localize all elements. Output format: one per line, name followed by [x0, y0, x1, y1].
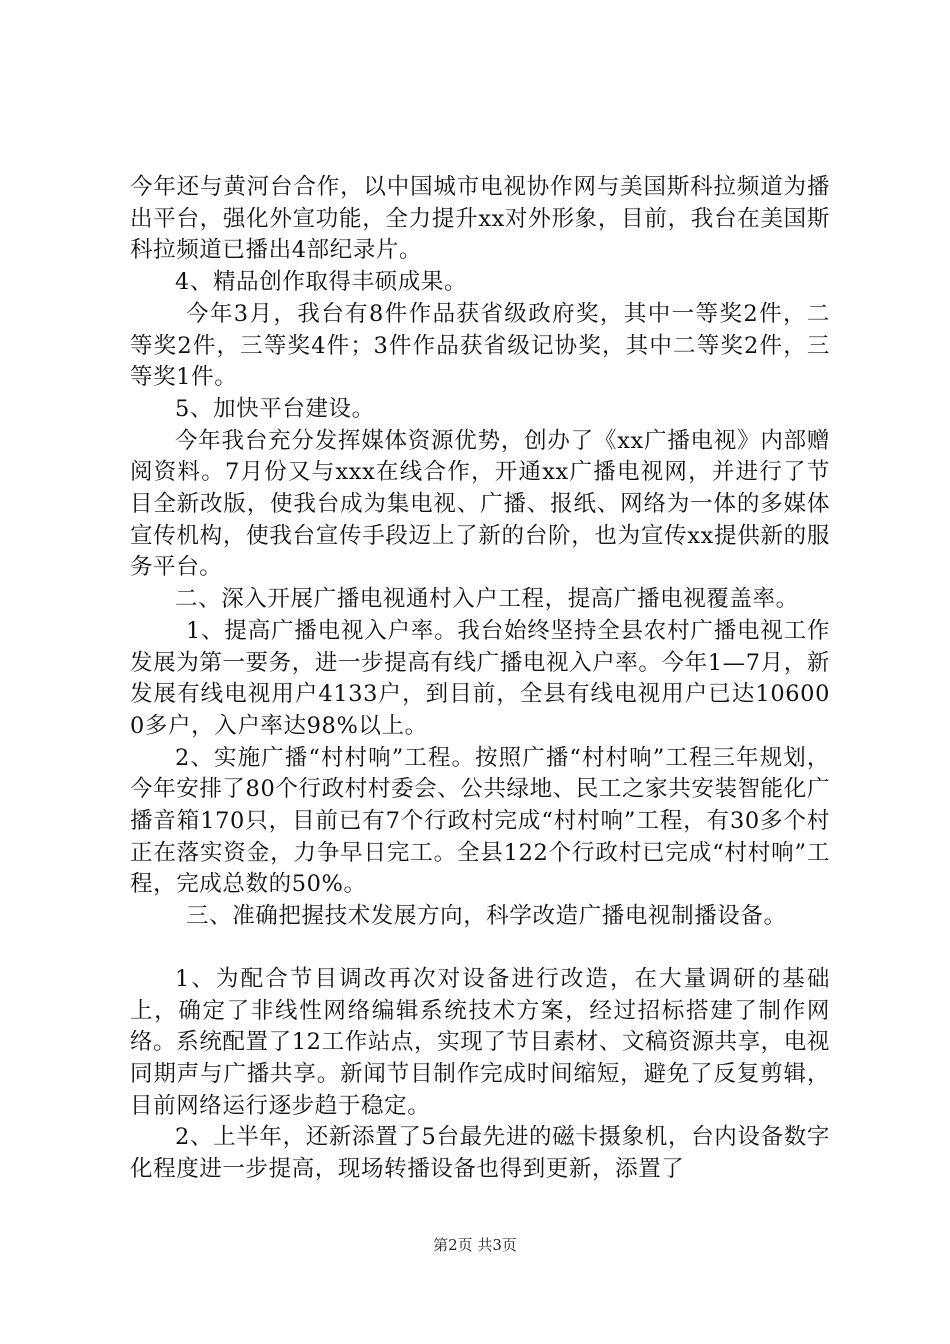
- heading-jingpin: 4、精品创作取得丰硕成果。: [175, 269, 468, 296]
- paragraph-cuncunxiang: 2、实施广播“村村响”工程。按照广播“村村响”工程三年规划，今年安排了80个行政村村委会、公共绿地、民工之家共安装智能化广播音箱170只，目前已有7个行政村完成“村村响”工程，有30多个村正在落实资金，力争早日完工。全县122个行政村已完成“村村响”工程，完成总数的50%。: [130, 744, 830, 898]
- section-heading-three: 三、准确把握技术发展方向，科学改造广播电视制播设备。: [186, 903, 787, 930]
- heading-platform: 5、加快平台建设。: [175, 395, 375, 422]
- paragraph-waixuan: 今年还与黄河台合作，以中国城市电视协作网与美国斯科拉频道为播出平台，强化外宣功能，全力提升xx对外形象，目前，我台在美国斯科拉频道已播出4部纪录片。: [130, 174, 830, 264]
- paragraph-platform: 今年我台充分发挥媒体资源优势，创办了《xx广播电视》内部赠阅资料。7月份又与xxx在线合作，开通xx广播电视网，并进行了节目全新改版，使我台成为集电视、广播、报纸、网络为一体的多媒体宣传机构，使我台宣传手段迈上了新的台阶，也为宣传xx提供新的服务平台。: [130, 427, 830, 581]
- paragraph-awards: 今年3月，我台有8件作品获省级政府奖，其中一等奖2件，二等奖2件，三等奖4件；3件作品获省级记协奖，其中二等奖2件，三等奖1件。: [130, 300, 830, 391]
- paragraph-network-editing: 1、为配合节目调改再次对设备进行改造，在大量调研的基础上，确定了非线性网络编辑系统技术方案，经过招标搭建了制作网络。系统配置了12工作站点，实现了节目素材、文稿资源共享，电视同期声与广播共享。新闻节目制作完成时间缩短，避免了反复剪辑，目前网络运行逐步趋于稳定。: [130, 965, 830, 1119]
- document-body: [130, 172, 830, 1186]
- section-heading-two: 二、深入开展广播电视通村入户工程，提高广播电视覆盖率。: [175, 586, 799, 613]
- paragraph-equipment: 2、上半年，还新添置了5台最先进的磁卡摄象机，台内设备数字化程度进一步提高，现场转播设备也得到更新，添置了: [130, 1124, 830, 1183]
- page-number-footer: 第2页 共3页: [433, 1236, 517, 1254]
- paragraph-household-rate: 1、提高广播电视入户率。我台始终坚持全县农村广播电视工作发展为第一要务，进一步提高有线广播电视入户率。今年1—7月，新发展有线电视用户4133户，到目前，全县有线电视用户已达106000多户，入户率达98%以上。: [130, 617, 830, 739]
